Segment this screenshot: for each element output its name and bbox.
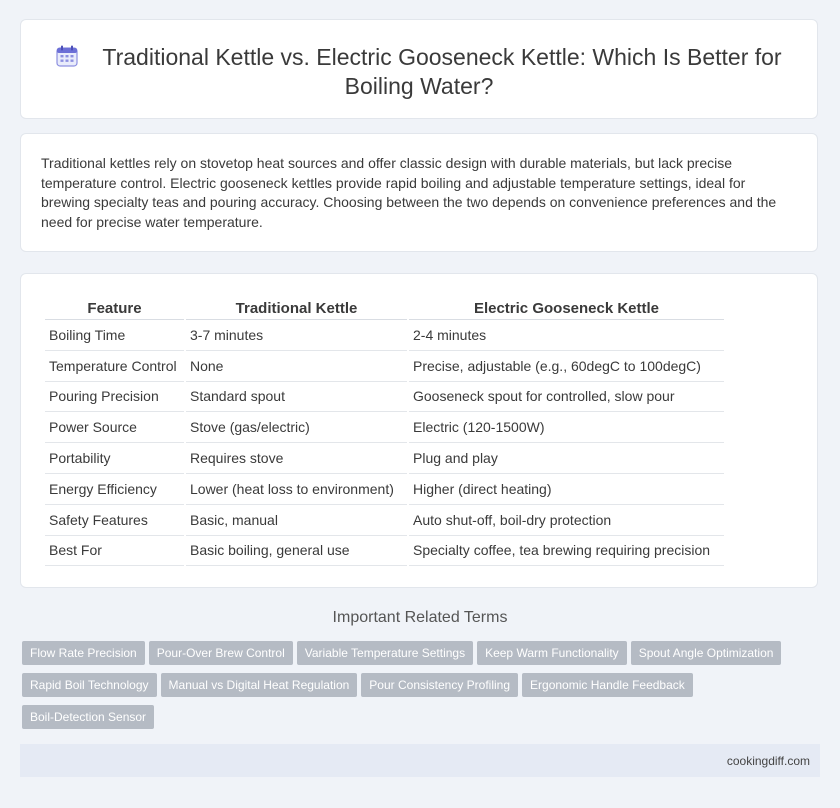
table-cell: Best For — [45, 536, 184, 567]
table-cell: Higher (direct heating) — [409, 474, 724, 505]
table-row — [45, 351, 724, 382]
term-tag[interactable]: Rapid Boil Technology — [22, 673, 157, 697]
comparison-card — [20, 273, 818, 588]
term-tag[interactable]: Flow Rate Precision — [22, 641, 145, 665]
table-row — [45, 536, 724, 567]
table-cell: Pouring Precision — [45, 382, 184, 413]
table-cell: Plug and play — [409, 443, 724, 474]
table-cell: Energy Efficiency — [45, 474, 184, 505]
term-tag[interactable]: Boil-Detection Sensor — [22, 705, 154, 729]
intro-paragraph: Traditional kettles rely on stovetop heat sources and offer classic design with durable materials, but lack precise temperature control. Electric gooseneck kettles provide rapid boiling and adjustable temperature settings, ideal for brewing specialty teas and pouring accuracy. Choosing between the two depends on convenience preferences and the need for precise water temperature. — [41, 155, 777, 230]
table-cell: Boiling Time — [45, 320, 184, 351]
page-title-wrap — [21, 43, 817, 101]
table-cell: Specialty coffee, tea brewing requiring precision — [409, 536, 724, 567]
table-cell: Gooseneck spout for controlled, slow pour — [409, 382, 724, 413]
term-tag[interactable]: Ergonomic Handle Feedback — [522, 673, 693, 697]
page-title: Traditional Kettle vs. Electric Gooseneck Kettle: Which Is Better for Boiling Water? — [102, 44, 782, 99]
table-cell: 3-7 minutes — [186, 320, 407, 351]
table-cell: Lower (heat loss to environment) — [186, 474, 407, 505]
table-cell: Temperature Control — [45, 351, 184, 382]
table-cell: 2-4 minutes — [409, 320, 724, 351]
intro-card — [20, 133, 818, 252]
table-cell: None — [186, 351, 407, 382]
table-cell: Basic boiling, general use — [186, 536, 407, 567]
term-tag[interactable]: Manual vs Digital Heat Regulation — [161, 673, 358, 697]
footer — [20, 744, 820, 777]
term-tag[interactable]: Pour Consistency Profiling — [361, 673, 518, 697]
table-header-row — [45, 295, 724, 320]
term-tag[interactable]: Spout Angle Optimization — [631, 641, 782, 665]
table-cell: Standard spout — [186, 382, 407, 413]
table-row — [45, 443, 724, 474]
comparison-table — [43, 295, 726, 566]
table-row — [45, 382, 724, 413]
term-tag[interactable]: Variable Temperature Settings — [297, 641, 473, 665]
table-cell: Auto shut-off, boil-dry protection — [409, 505, 724, 536]
table-row — [45, 505, 724, 536]
table-cell: Precise, adjustable (e.g., 60degC to 100degC) — [409, 351, 724, 382]
table-cell: Basic, manual — [186, 505, 407, 536]
table-cell: Electric (120-1500W) — [409, 412, 724, 443]
table-cell: Stove (gas/electric) — [186, 412, 407, 443]
column-header-gooseneck: Electric Gooseneck Kettle — [409, 295, 724, 320]
table-row — [45, 474, 724, 505]
calendar-icon — [56, 45, 78, 67]
header-card — [20, 19, 818, 119]
related-terms-title: Important Related Terms — [332, 609, 508, 626]
table-cell: Portability — [45, 443, 184, 474]
table-row — [45, 320, 724, 351]
column-header-feature: Feature — [45, 295, 184, 320]
term-tag[interactable]: Pour-Over Brew Control — [149, 641, 293, 665]
table-cell: Power Source — [45, 412, 184, 443]
column-header-traditional: Traditional Kettle — [186, 295, 407, 320]
table-cell: Safety Features — [45, 505, 184, 536]
related-terms-list — [22, 641, 812, 737]
table-cell: Requires stove — [186, 443, 407, 474]
table-row — [45, 412, 724, 443]
footer-site-link[interactable]: cookingdiff.com — [726, 754, 810, 768]
term-tag[interactable]: Keep Warm Functionality — [477, 641, 627, 665]
